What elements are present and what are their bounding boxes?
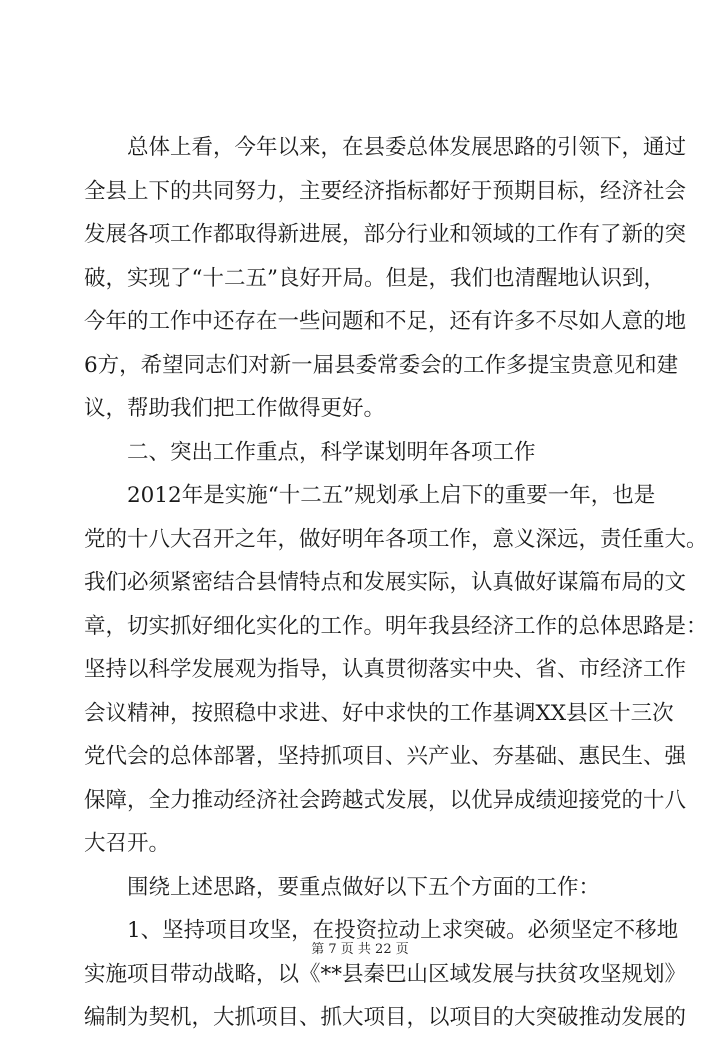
paragraph-line: 会议精神，按照稳中求进、好中求快的工作基调XX县区十三次: [84, 700, 674, 726]
paragraph-line: 总体上看，今年以来，在县委总体发展思路的引领下，通过: [127, 135, 687, 160]
paragraph-line: 坚持以科学发展观为指导，认真贯彻落实中央、省、市经济工作: [84, 657, 687, 682]
paragraph-line: 我们必须紧密结合县情特点和发展实际，认真做好谋篇布局的文: [84, 570, 687, 595]
paragraph-line: 2012年是实施“十二五”规划承上启下的重要一年，也是: [127, 483, 656, 508]
paragraph-line: 破，实现了“十二五”良好开局。但是，我们也清醒地认识到，: [84, 265, 665, 291]
paragraph-line: 今年的工作中还存在一些问题和不足，还有许多不尽如人意的地: [84, 309, 687, 334]
paragraph-line: 编制为契机，大抓项目、抓大项目，以项目的大突破推动发展的: [84, 1005, 687, 1030]
body-text: [84, 126, 708, 1040]
paragraph-line: 保障，全力推动经济社会跨越式发展，以优异成绩迎接党的十八: [84, 787, 687, 813]
section-heading: 二、突出工作重点，科学谋划明年各项工作: [127, 439, 536, 465]
paragraph-line: 围绕上述思路，要重点做好以下五个方面的工作：: [127, 874, 601, 900]
paragraph-line: 全县上下的共同努力，主要经济指标都好于预期目标，经济社会: [84, 178, 687, 204]
paragraph-line: 1、坚持项目攻坚，在投资拉动上求突破。必须坚定不移地: [127, 918, 679, 943]
paragraph-line: 实施项目带动战略，以《**县秦巴山区域发展与扶贫攻坚规划》: [84, 961, 687, 987]
paragraph-line: 发展各项工作都取得新进展，部分行业和领域的工作有了新的突: [84, 222, 687, 247]
paragraph-line: 党的十八大召开之年，做好明年各项工作，意义深远，责任重大。: [84, 526, 708, 552]
paragraph-line: 章，切实抓好细化实化的工作。明年我县经济工作的总体思路是：: [84, 613, 708, 639]
paragraph-line: 6方，希望同志们对新一届县委常委会的工作多提宝贵意见和建: [84, 352, 679, 378]
paragraph-line: 议，帮助我们把工作做得更好。: [84, 396, 386, 421]
page-number-footer: 第 7 页 共 22 页: [311, 942, 409, 957]
paragraph-line: 党代会的总体部署，坚持抓项目、兴产业、夯基础、惠民生、强: [84, 744, 687, 769]
paragraph-line: 大召开。: [84, 831, 171, 856]
